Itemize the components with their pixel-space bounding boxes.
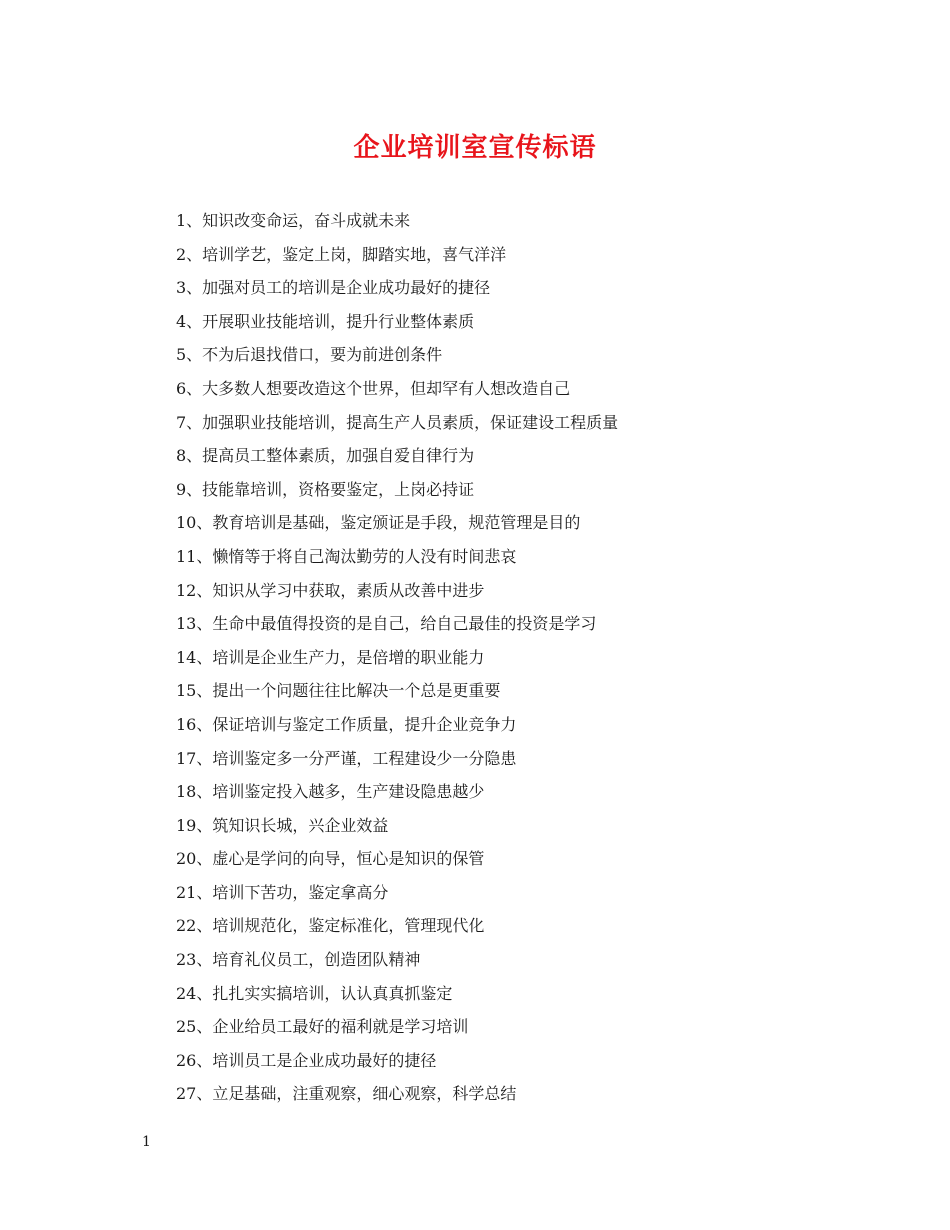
slogan-item: 24、扎扎实实搞培训，认认真真抓鉴定 [176, 983, 453, 1003]
document-title: 企业培训室宣传标语 [353, 133, 597, 163]
slogan-item: 3、加强对员工的培训是企业成功最好的捷径 [176, 278, 491, 298]
slogan-item: 25、企业给员工最好的福利就是学习培训 [176, 1017, 469, 1037]
slogan-item: 8、提高员工整体素质，加强自爱自律行为 [176, 446, 475, 466]
slogan-item: 5、不为后退找借口，要为前进创条件 [176, 345, 443, 365]
slogan-item: 11、懒惰等于将自己淘汰勤劳的人没有时间悲哀 [176, 546, 517, 566]
slogan-item: 14、培训是企业生产力，是倍增的职业能力 [176, 647, 485, 667]
slogan-item: 6、大多数人想要改造这个世界，但却罕有人想改造自己 [176, 378, 571, 398]
slogan-item: 22、培训规范化，鉴定标准化，管理现代化 [176, 916, 485, 936]
slogan-item: 13、生命中最值得投资的是自己，给自己最佳的投资是学习 [176, 614, 597, 634]
slogan-item: 4、开展职业技能培训，提升行业整体素质 [176, 311, 475, 331]
page-number: 1 [142, 1134, 151, 1150]
slogan-item: 17、培训鉴定多一分严谨，工程建设少一分隐患 [176, 748, 517, 768]
slogan-item: 15、提出一个问题往往比解决一个总是更重要 [176, 681, 501, 701]
slogan-item: 10、教育培训是基础，鉴定颁证是手段，规范管理是目的 [176, 513, 581, 533]
slogan-item: 2、培训学艺，鉴定上岗，脚踏实地，喜气洋洋 [176, 244, 507, 264]
slogan-item: 12、知识从学习中获取，素质从改善中进步 [176, 580, 485, 600]
slogan-item: 9、技能靠培训，资格要鉴定，上岗必持证 [176, 479, 475, 499]
slogan-item: 18、培训鉴定投入越多，生产建设隐患越少 [176, 782, 485, 802]
slogan-list [176, 204, 618, 1111]
slogan-item: 16、保证培训与鉴定工作质量，提升企业竞争力 [176, 714, 517, 734]
slogan-item: 23、培育礼仪员工，创造团队精神 [176, 950, 421, 970]
slogan-item: 21、培训下苦功，鉴定拿高分 [176, 882, 389, 902]
slogan-item: 1、知识改变命运，奋斗成就未来 [176, 211, 411, 230]
slogan-item: 20、虚心是学问的向导，恒心是知识的保管 [176, 849, 485, 869]
slogan-item: 27、立足基础，注重观察，细心观察，科学总结 [176, 1084, 517, 1104]
slogan-item: 26、培训员工是企业成功最好的捷径 [176, 1050, 437, 1070]
slogan-item: 19、筑知识长城，兴企业效益 [176, 815, 389, 835]
slogan-item: 7、加强职业技能培训，提高生产人员素质，保证建设工程质量 [176, 412, 619, 432]
